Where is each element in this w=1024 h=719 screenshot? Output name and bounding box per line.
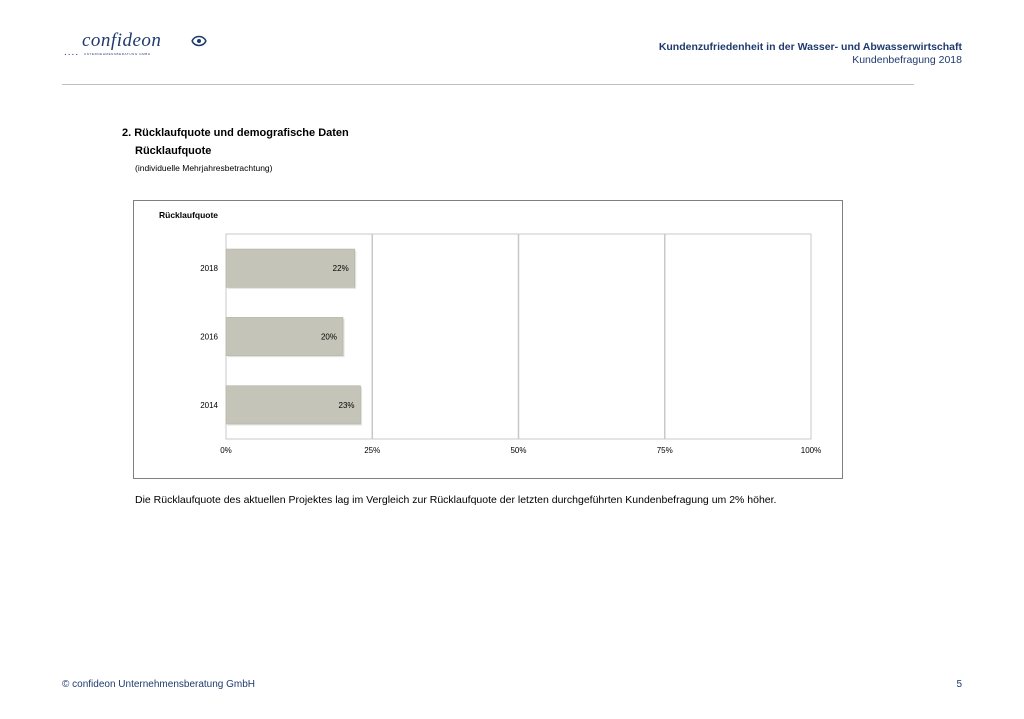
logo-dots: .... <box>64 47 80 58</box>
chart-title: Rücklaufquote <box>159 210 219 220</box>
x-tick-label: 75% <box>656 446 673 455</box>
report-subtitle: Kundenbefragung 2018 <box>852 54 962 66</box>
data-label: 20% <box>320 332 337 342</box>
logo-text: confideon <box>82 30 162 51</box>
page-number: 5 <box>956 679 962 690</box>
section-title: 2. Rücklaufquote und demografische Daten <box>122 127 349 139</box>
category-label: 2016 <box>200 332 218 342</box>
header-divider <box>62 84 914 85</box>
logo-eye-icon <box>190 34 208 48</box>
chart-frame <box>133 200 843 479</box>
footer-copyright: © confideon Unternehmensberatung GmbH <box>62 679 256 690</box>
report-title: Kundenzufriedenheit in der Wasser- und Abwasserwirtschaft <box>658 41 962 53</box>
chart-comment: Die Rücklaufquote des aktuellen Projektes lag im Vergleich zur Rücklaufquote der letzten durchgeführten Kundenbefragung um 2% höher. <box>135 494 777 506</box>
company-logo <box>62 30 212 60</box>
x-tick-label: 50% <box>510 446 527 455</box>
bar-chart <box>134 201 842 478</box>
x-tick-label: 25% <box>364 446 381 455</box>
x-tick-label: 0% <box>220 446 232 455</box>
category-label: 2018 <box>200 264 218 274</box>
data-label: 22% <box>332 264 349 274</box>
x-tick-label: 100% <box>800 446 822 455</box>
logo-subtitle: UNTERNEHMENSBERATUNG GMBH <box>84 52 151 56</box>
data-label: 23% <box>338 400 355 410</box>
category-label: 2014 <box>200 400 218 410</box>
section-subtitle: Rücklaufquote <box>135 145 212 157</box>
section-note: (individuelle Mehrjahresbetrachtung) <box>135 163 273 173</box>
